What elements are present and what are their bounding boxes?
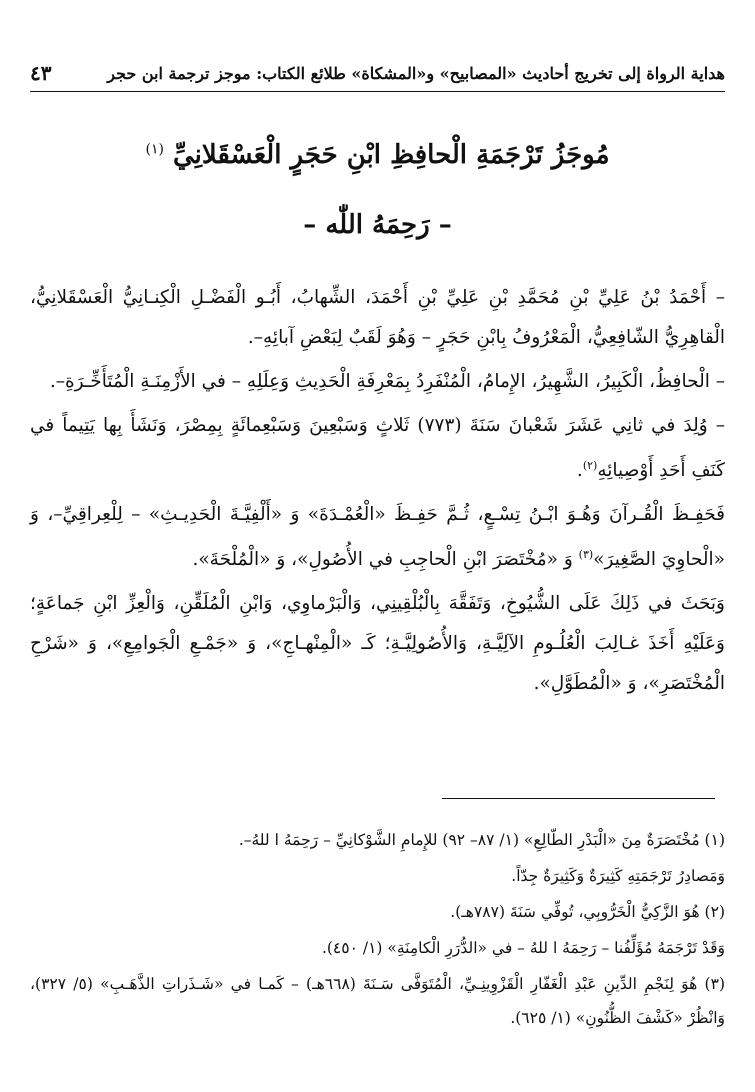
footnote-ref-2: (٢) <box>582 459 598 472</box>
chapter-subtitle: – رَحِمَهُ اللّٰه – <box>303 210 452 240</box>
footnote: (٣) هُوَ لِنَجْمِ الدِّينِ عَبْدِ الْغَفّارِ الْقَزْوِينِـيِّ، الْمُتَوَفَّى سَـنَةَ (٦٦٨هـ) – كَمـا في «شَـذَراتِ الذَّهَـبِ» (٥/ ٣٢٧)، وَانْظُرْ «كَشْفَ الظُّنُونِ» (١/ ٦٢٥). <box>30 975 725 1027</box>
footnotes <box>30 823 725 1037</box>
body-text <box>30 278 725 708</box>
footnote: (٢) هُوَ الزَّكِيُّ الْخَرُّوبِي، تُوفِّي سَنَةَ (٧٨٧هـ). <box>450 903 725 921</box>
paragraph: فَحَفِـظَ الْقُـرآنَ وَهُـوَ ابْـنُ تِسْـعٍ، ثُـمَّ حَفِـظَ «الْعُمْـدَةَ» وَ «أَلْفِيَّـةَ الْحَدِيـثِ» – لِلْعِراقِيِّ–، وَ «الْحاوِيَ الصَّغِيرَ»$^{(٣)}$ وَ «مُخْتَصَرَ ابْنِ الْحاجِبِ في الأُصُولِ»، وَ «الْمُلْحَةَ». <box>30 504 725 571</box>
paragraph: وَبَحَثَ في ذَلِكَ عَلَى الشُّيُوخِ، وَتَفَقَّهَ بِالْبُلْقِينِي، وَالْبَرْماوِي، وَابْنِ الْمُلَقِّنِ، وَالْعِزِّ ابْنِ جَماعَةٍ؛ وَعَلَيْهِ أَخَذَ غـالِبَ الْعُلُـومِ الآلِيَّـةِ، وَالأُصُولِيَّـةِ؛ كَـ «الْمِنْهـاجِ»، وَ «جَمْـعِ الْجَوامِعِ»، وَ «شَرْحِ الْمُخْتَصَرِ»، وَ «الْمُطَوَّلِ». <box>30 593 725 695</box>
running-header <box>30 58 725 88</box>
footnote: وَقَدْ تَرْجَمَهُ مُؤَلِّفُنا – رَحِمَهُ ا للهُ – في «الدُّرَرِ الْكامِنَةِ» (١/ ٤٥٠). <box>321 939 725 957</box>
footnote: (١) مُخْتَصَرَةٌ مِنَ «الْبَدْرِ الطّالِعِ» (١/ ٨٧– ٩٢) للإِمامِ الشَّوْكانِيِّ – رَحِمَهُ ا للهُ–. <box>238 831 725 849</box>
header-divider <box>30 91 725 92</box>
running-title: هداية الرواة إلى تخريج أحاديث «المصابيح» و«المشكاة» طلائع الكتاب: موجز ترجمة ابن حجر <box>107 63 725 83</box>
chapter-title <box>40 140 715 170</box>
footnote-ref-3: (٣) <box>578 548 594 562</box>
chapter-title-text: مُوجَزُ تَرْجَمَةِ الْحافِظِ ابْنِ حَجَرٍ الْعَسْقَلانِيِّ <box>173 140 610 170</box>
footnote-divider <box>442 798 715 799</box>
paragraph: – أَحْمَدُ بْنُ عَلِيِّ بْنِ مُحَمَّدِ بْنِ عَلِيِّ بْنِ أَحْمَدَ، الشِّهابُ، أَبُـو الْفَضْـلِ الْكِنـانِيُّ الْعَسْقَلانِيُّ، الْقاهِرِيُّ الشّافِعِيُّ، الْمَعْرُوفُ بِابْنِ حَجَرٍ – وَهُوَ لَقَبٌ لِبَعْضِ آبائِهِ–. <box>30 287 725 348</box>
footnote: وَمَصادِرُ تَرْجَمَتِهِ كَثِيرَةٌ وَكَثِيرَةٌ جِدّاً. <box>511 867 725 885</box>
paragraph: – وُلِدَ في ثانِي عَشَرَ شَعْبانَ سَنَةَ (٧٧٣) ثَلاثٍ وَسَبْعِينَ وَسَبْعِمائَةٍ بِمِصْرَ، وَنَشَأَ بِها يَتِيماً في كَنَفِ أَحَدِ أَوْصِيائِهِ$^{(٢)}$. <box>30 415 725 482</box>
footnote-ref-1: (١) <box>145 141 164 158</box>
page-number: ٤٣ <box>30 61 52 85</box>
paragraph: – الْحافِظُ، الْكَبِيرُ، الشَّهِيرُ، الإِمامُ، الْمُنْفَرِدُ بِمَعْرِفَةِ الْحَدِيثِ وَعِلَلِهِ – في الأَزْمِنَـةِ الْمُتَأَخِّـرَةِ–. <box>49 371 725 392</box>
